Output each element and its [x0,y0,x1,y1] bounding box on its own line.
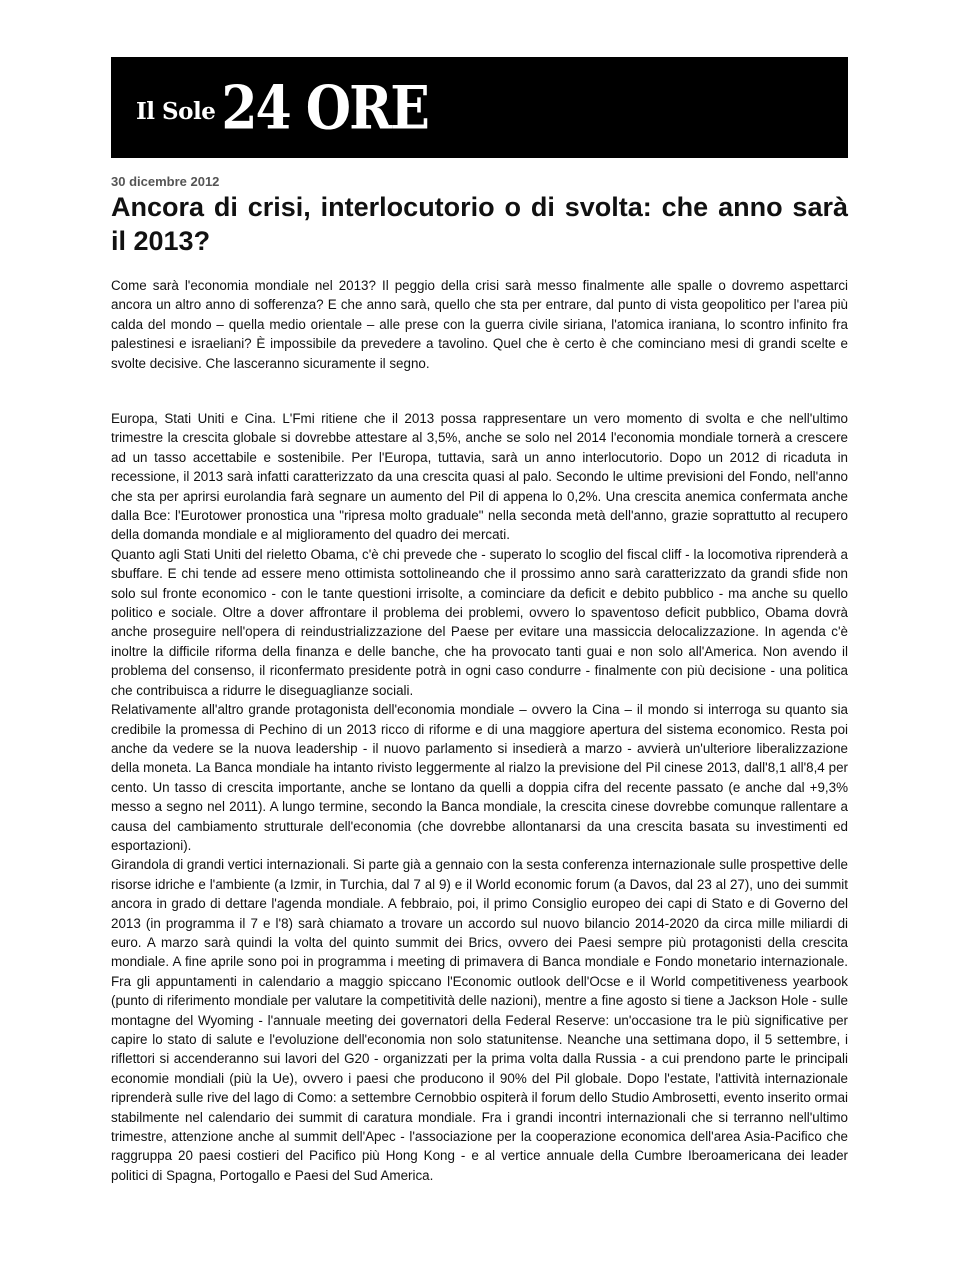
article-lead: Come sarà l'economia mondiale nel 2013? Il peggio della crisi sarà messo finalmente alle spalle o dovremo aspettarci ancora un altro anno di sofferenza? E che anno sarà, quello che sta per entrare, dal punto di vista geopolitico per l'area più calda del mondo – quella medio orientale – alle prese con la guerra civile siriana, l'atomica iraniana, lo scontro infinito fra palestinesi e israeliani? È impossibile da prevedere a tavolino. Quel che è certo è che cominciano mesi di grandi scelte e svolte decisive. Che lasceranno sicuramente il segno. [111,278,848,371]
body-paragraph: Girandola di grandi vertici internazionali. Si parte già a gennaio con la sesta conferenza internazionale sulle prospettive delle risorse idriche e l'ambiente (a Izmir, in Turchia, dal 7 al 9) e il World economic forum (a Davos, dal 23 al 27), uno dei summit ancora in grado di dettare l'agenda mondiale. A febbraio, poi, il primo Consiglio europeo dei capi di Stato e di Governo del 2013 (in programma il 7 e l'8) sarà chiamato a trovare un accordo sul nuovo bilancio 2014-2020 da circa mille miliardi di euro. A marzo sarà quindi la volta del quinto summit dei Brics, ovvero dei Paesi sempre più protagonisti della crescita mondiale. A fine aprile sono poi in programma i meeting di primavera di Banca mondiale e Fondo monetario internazionale. Fra gli appuntamenti in calendario a maggio spiccano l'Economic outlook dell'Ocse e il World competitiveness yearbook (punto di riferimento mondiale per valutare la competitività delle nazioni), mentre a fine agosto si tiene a Jackson Hole - sulle montagne del Wyoming - l'annuale meeting dei governatori della Federal Reserve: un'occasione tra le più significative per capire lo stato di salute e l'evoluzione dell'economia non solo statunitense. Neanche una settimana dopo, il 5 settembre, i riflettori si accenderanno sui lavori del G20 - organizzati per la prima volta dalla Russia - a cui prendono parte le principali economie mondiali (più la Ue), ovvero i paesi che producono il 90% del Pil globale. Dopo l'estate, l'attività internazionale riprenderà sulle rive del lago di Como: a settembre Cernobbio ospiterà il forum dello Studio Ambrosetti, evento inserito ormai stabilmente nel calendario dei summit di caratura mondiale. Fra i grandi incontri internazionali che si terranno nell'ultimo trimestre, attenzione anche al summit dell'Apec - l'associazione per la cooperazione economica dell'area Asia-Pacifico che raggruppa 20 paesi costieri del Pacifico più Hong Kong - e al vertice annuale della Cumbre Iberoamericana dei leader politici di Spagna, Portogallo e Paesi del Sud America. [111,857,848,1183]
masthead-banner [111,57,848,158]
newspaper-logo [136,73,428,144]
article-date: 30 dicembre 2012 [111,174,220,189]
body-paragraph: Relativamente all'altro grande protagonista dell'economia mondiale – ovvero la Cina – il mondo si interroga su quanto sia credibile la promessa di Pechino di un 2013 ricco di riforme e di una maggiore apertura del sistema economico. Resta poi anche da vedere se la nuova leadership - il nuovo parlamento si insedierà a marzo - avvierà un'ulteriore liberalizzazione della moneta. La Banca mondiale ha intanto rivisto leggermente al rialzo la previsione del Pil cinese 2013, dall'8,1 all'8,4 per cento. Un tasso di crescita importante, anche se lontano da quelli a doppia cifra del recente passato (e anche dal +9,3% messo a segno nel 2011). A lungo termine, secondo la Banca mondiale, la crescita cinese dovrebbe comunque rallentare a causa del cambiamento strutturale dell'economia (che dovrebbe allontanarsi da una crescita basata su investimenti ed esportazioni). [111,702,848,853]
article-body [111,409,848,1185]
body-paragraph: Quanto agli Stati Uniti del rieletto Obama, c'è chi prevede che - superato lo scoglio del fiscal cliff - la locomotiva riprenderà a sbuffare. E chi tende ad essere meno ottimista sottolineando che il prossimo anno sarà caratterizzato da grandi sfide non solo sul fronte economico - con le tante questioni irrisolte, a cominciare da deficit e debito pubblico - ma anche su quello politico e sociale. Oltre a dover affrontare il problema dei problemi, ovvero lo spaventoso deficit pubblico, Obama dovrà anche proseguire nell'opera di reindustrializzazione del Paese per evitare una massiccia delocalizzazione. In agenda c'è inoltre la difficile riforma della finanza e delle banche, che ha provocato tanti guai e non solo all'America. Non avendo il problema del consenso, il riconfermato presidente potrà in ogni caso condurre - finalmente con più decisione - una politica che contribuisca a ridurre le diseguaglianze sociali. [111,546,848,698]
article-title: Ancora di crisi, interlocutorio o di svolta: che anno sarà il 2013? [111,192,848,256]
logo-prefix: Il Sole [136,98,216,125]
logo-main: 24 ORE [221,73,428,144]
body-paragraph: Europa, Stati Uniti e Cina. L'Fmi ritiene che il 2013 possa rappresentare un vero momento di svolta e che nell'ultimo trimestre la crescita globale si dovrebbe attestare al 3,5%, anche se solo nel 2014 l'economia mondiale tornerà a crescere ad un tasso accettabile e sostenibile. Per l'Europa, tuttavia, sarà un anno interlocutorio. Dopo un 2012 di ricaduta in recessione, il 2013 sarà infatti caratterizzato da una crescita quasi al palo. Secondo le ultime previsioni del Fondo, nell'anno che sta per aprirsi eurolandia farà segnare un aumento del Pil di appena lo 0,2%. Una crescita anemica confermata anche dalla Bce: l'Eurotower pronostica una "ripresa molto graduale" nella seconda metà dell'anno, grazie soprattutto al recupero della domanda mondiale e al miglioramento del quadro dei mercati. [111,411,848,543]
